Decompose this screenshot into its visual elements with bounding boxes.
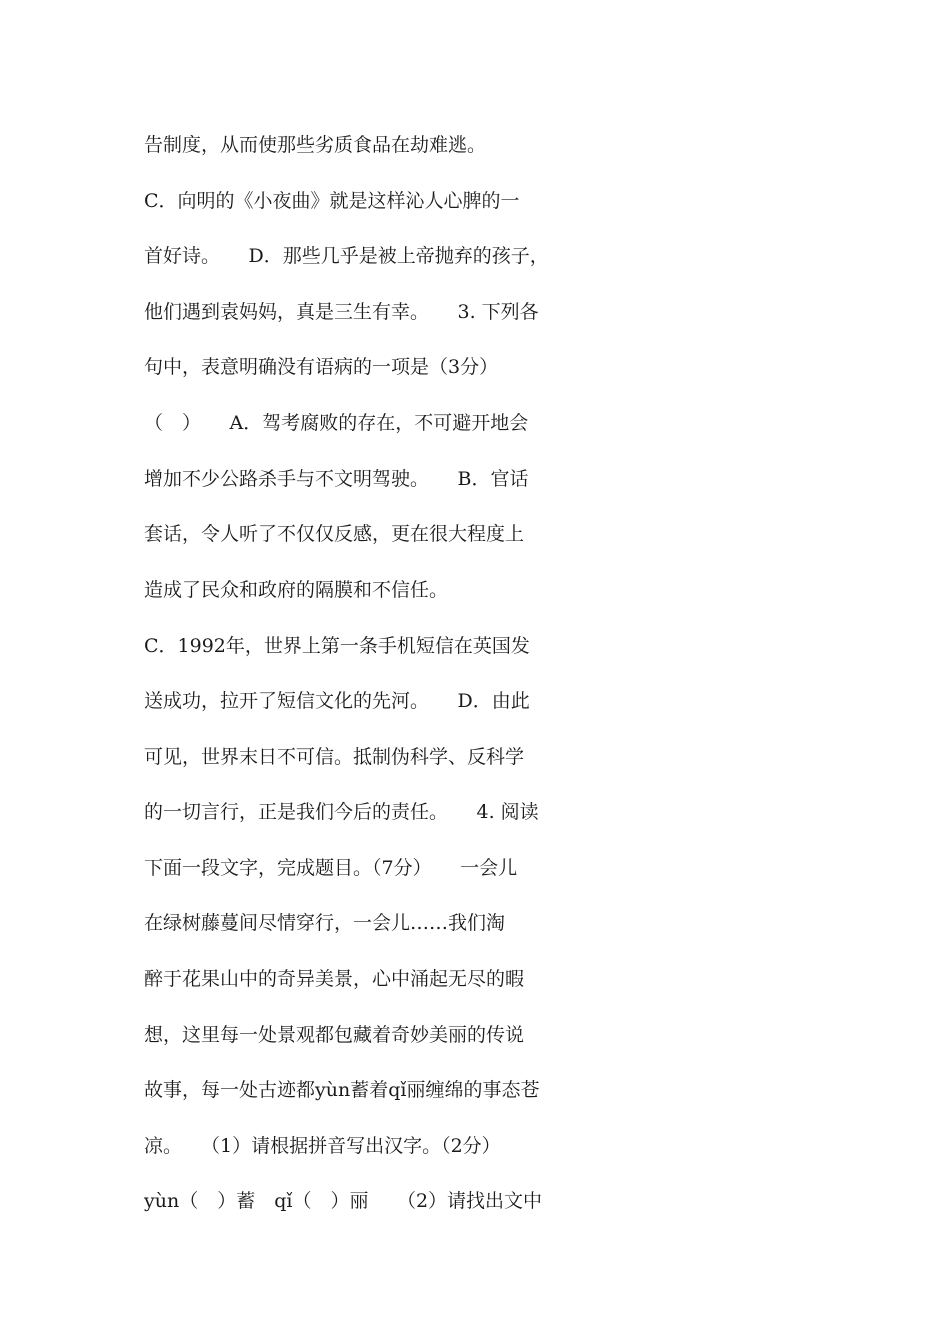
text-line: 故事，每一处古迹都yùn蓄着qǐ丽缠绵的事态苍 (144, 1079, 540, 1101)
text-line: 他们遇到袁妈妈，真是三生有幸。 3. 下列各 (144, 301, 539, 323)
text-line: 句中，表意明确没有语病的一项是（3分） (144, 356, 499, 378)
text-line: 送成功，拉开了短信文化的先河。 D．由此 (144, 690, 530, 712)
text-line: （ ） A．驾考腐败的存在，不可避开地会 (144, 412, 529, 434)
text-line: 首好诗。 D．那些几乎是被上帝抛弃的孩子， (144, 245, 549, 267)
text-line: 的一切言行，正是我们今后的责任。 4. 阅读 (144, 801, 539, 823)
text-line: 可见，世界末日不可信。抵制伪科学、反科学 (144, 746, 525, 768)
text-line: 造成了民众和政府的隔膜和不信任。 (144, 579, 449, 601)
text-line: 在绿树藤蔓间尽情穿行，一会儿……我们淘 (144, 912, 506, 934)
text-line: C．1992年，世界上第一条手机短信在英国发 (144, 635, 530, 657)
text-line: C．向明的《小夜曲》就是这样沁人心脾的一 (144, 190, 520, 212)
text-line: 套话，令人听了不仅仅反感，更在很大程度上 (144, 523, 525, 545)
text-line: 增加不少公路杀手与不文明驾驶。 B．官话 (144, 468, 529, 490)
text-line: 想，这里每一处景观都包藏着奇妙美丽的传说 (144, 1024, 525, 1046)
text-line: 醉于花果山中的奇异美景，心中涌起无尽的暇 (144, 968, 525, 990)
text-line: yùn（ ）蓄 qǐ（ ）丽 （2）请找出文中 (144, 1190, 543, 1212)
text-line: 下面一段文字，完成题目。（7分） 一会儿 (144, 857, 518, 879)
text-line: 告制度，从而使那些劣质食品在劫难逃。 (144, 134, 487, 156)
text-line: 凉。 （1）请根据拼音写出汉字。（2分） (144, 1135, 501, 1157)
